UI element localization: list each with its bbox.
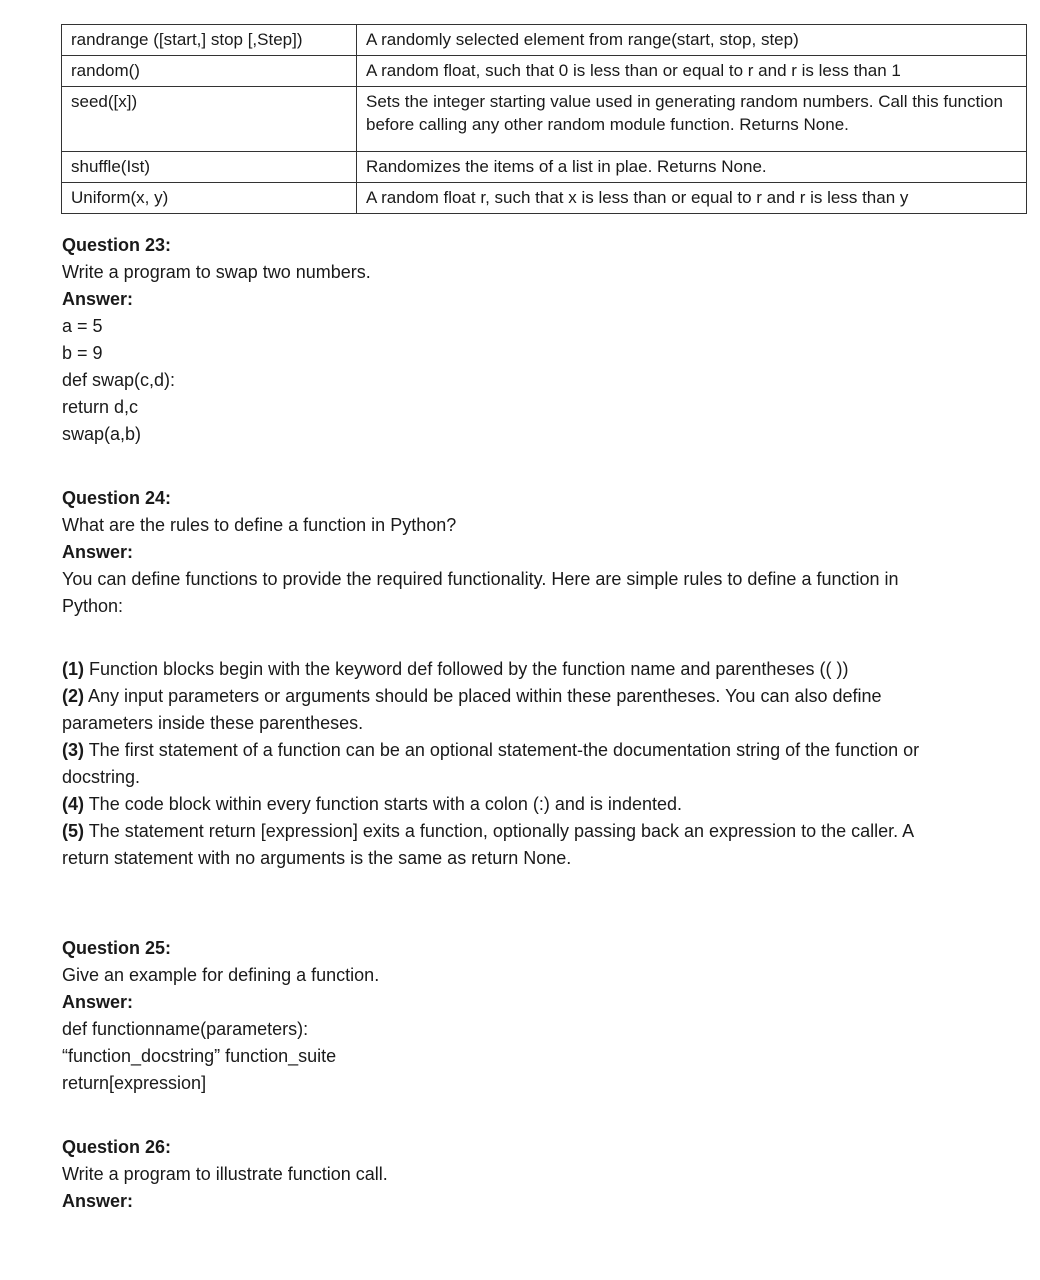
table-row	[62, 87, 1027, 152]
answer-label: Answer:	[62, 542, 134, 562]
function-description-cell: A randomly selected element from range(start, stop, step)	[357, 25, 1027, 56]
question-24-section	[62, 485, 962, 620]
rule-number: (4)	[62, 794, 84, 814]
code-line: “function_docstring” function_suite	[62, 1046, 337, 1066]
function-name-cell: Uniform(x, y)	[62, 183, 357, 214]
rule-text: The code block within every function starts with a colon (:) and is indented.	[88, 794, 682, 814]
rule-number: (1)	[62, 659, 84, 679]
function-description-cell: A random float, such that 0 is less than or equal to r and r is less than 1	[357, 56, 1027, 87]
rule-item	[62, 818, 932, 872]
question-26-section	[62, 1134, 962, 1215]
answer-label: Answer:	[62, 289, 134, 309]
rule-text: Any input parameters or arguments should be placed within these parentheses. You can also define parameters inside these parentheses.	[62, 686, 882, 733]
code-line: def functionname(parameters):	[62, 1019, 309, 1039]
rule-item	[62, 656, 932, 683]
code-line: return d,c	[62, 397, 139, 417]
question-heading: Question 26:	[62, 1137, 172, 1157]
code-line: b = 9	[62, 343, 103, 363]
rule-number: (3)	[62, 740, 84, 760]
answer-intro: You can define functions to provide the required functionality. Here are simple rules to define a function in Python:	[62, 569, 899, 616]
question-text: Write a program to illustrate function call.	[62, 1164, 388, 1184]
function-rules-list	[62, 656, 932, 872]
question-text: Write a program to swap two numbers.	[62, 262, 371, 282]
rule-text: The statement return [expression] exits a function, optionally passing back an expression to the caller. A return statement with no arguments is the same as return None.	[62, 821, 914, 868]
function-description-cell: A random float r, such that x is less than or equal to r and r is less than y	[357, 183, 1027, 214]
question-text: What are the rules to define a function in Python?	[62, 515, 457, 535]
function-name-cell: shuffle(Ist)	[62, 152, 357, 183]
rule-text: The first statement of a function can be an optional statement-the documentation string of the function or docstring.	[62, 740, 920, 787]
question-heading: Question 25:	[62, 938, 172, 958]
function-description-cell: Sets the integer starting value used in generating random numbers. Call this function before calling any other random module function. Returns None.	[357, 87, 1027, 152]
rule-item	[62, 737, 932, 791]
question-23-section	[62, 232, 962, 448]
code-line: a = 5	[62, 316, 103, 336]
rule-item	[62, 683, 932, 737]
table-row	[62, 152, 1027, 183]
function-name-cell: seed([x])	[62, 87, 357, 152]
table-row	[62, 25, 1027, 56]
function-name-cell: random()	[62, 56, 357, 87]
code-line: def swap(c,d):	[62, 370, 176, 390]
question-25-section	[62, 935, 962, 1097]
rule-number: (2)	[62, 686, 84, 706]
question-heading: Question 23:	[62, 235, 172, 255]
table-row	[62, 56, 1027, 87]
rule-number: (5)	[62, 821, 84, 841]
code-line: return[expression]	[62, 1073, 207, 1093]
function-name-cell: randrange ([start,] stop [,Step])	[62, 25, 357, 56]
table-row	[62, 183, 1027, 214]
rule-item	[62, 791, 932, 818]
rule-text: Function blocks begin with the keyword def followed by the function name and parentheses (( ))	[89, 659, 849, 679]
answer-label: Answer:	[62, 1191, 134, 1211]
function-description-cell: Randomizes the items of a list in plae. Returns None.	[357, 152, 1027, 183]
random-functions-table	[61, 24, 1027, 214]
question-text: Give an example for defining a function.	[62, 965, 380, 985]
answer-label: Answer:	[62, 992, 134, 1012]
code-line: swap(a,b)	[62, 424, 142, 444]
question-heading: Question 24:	[62, 488, 172, 508]
